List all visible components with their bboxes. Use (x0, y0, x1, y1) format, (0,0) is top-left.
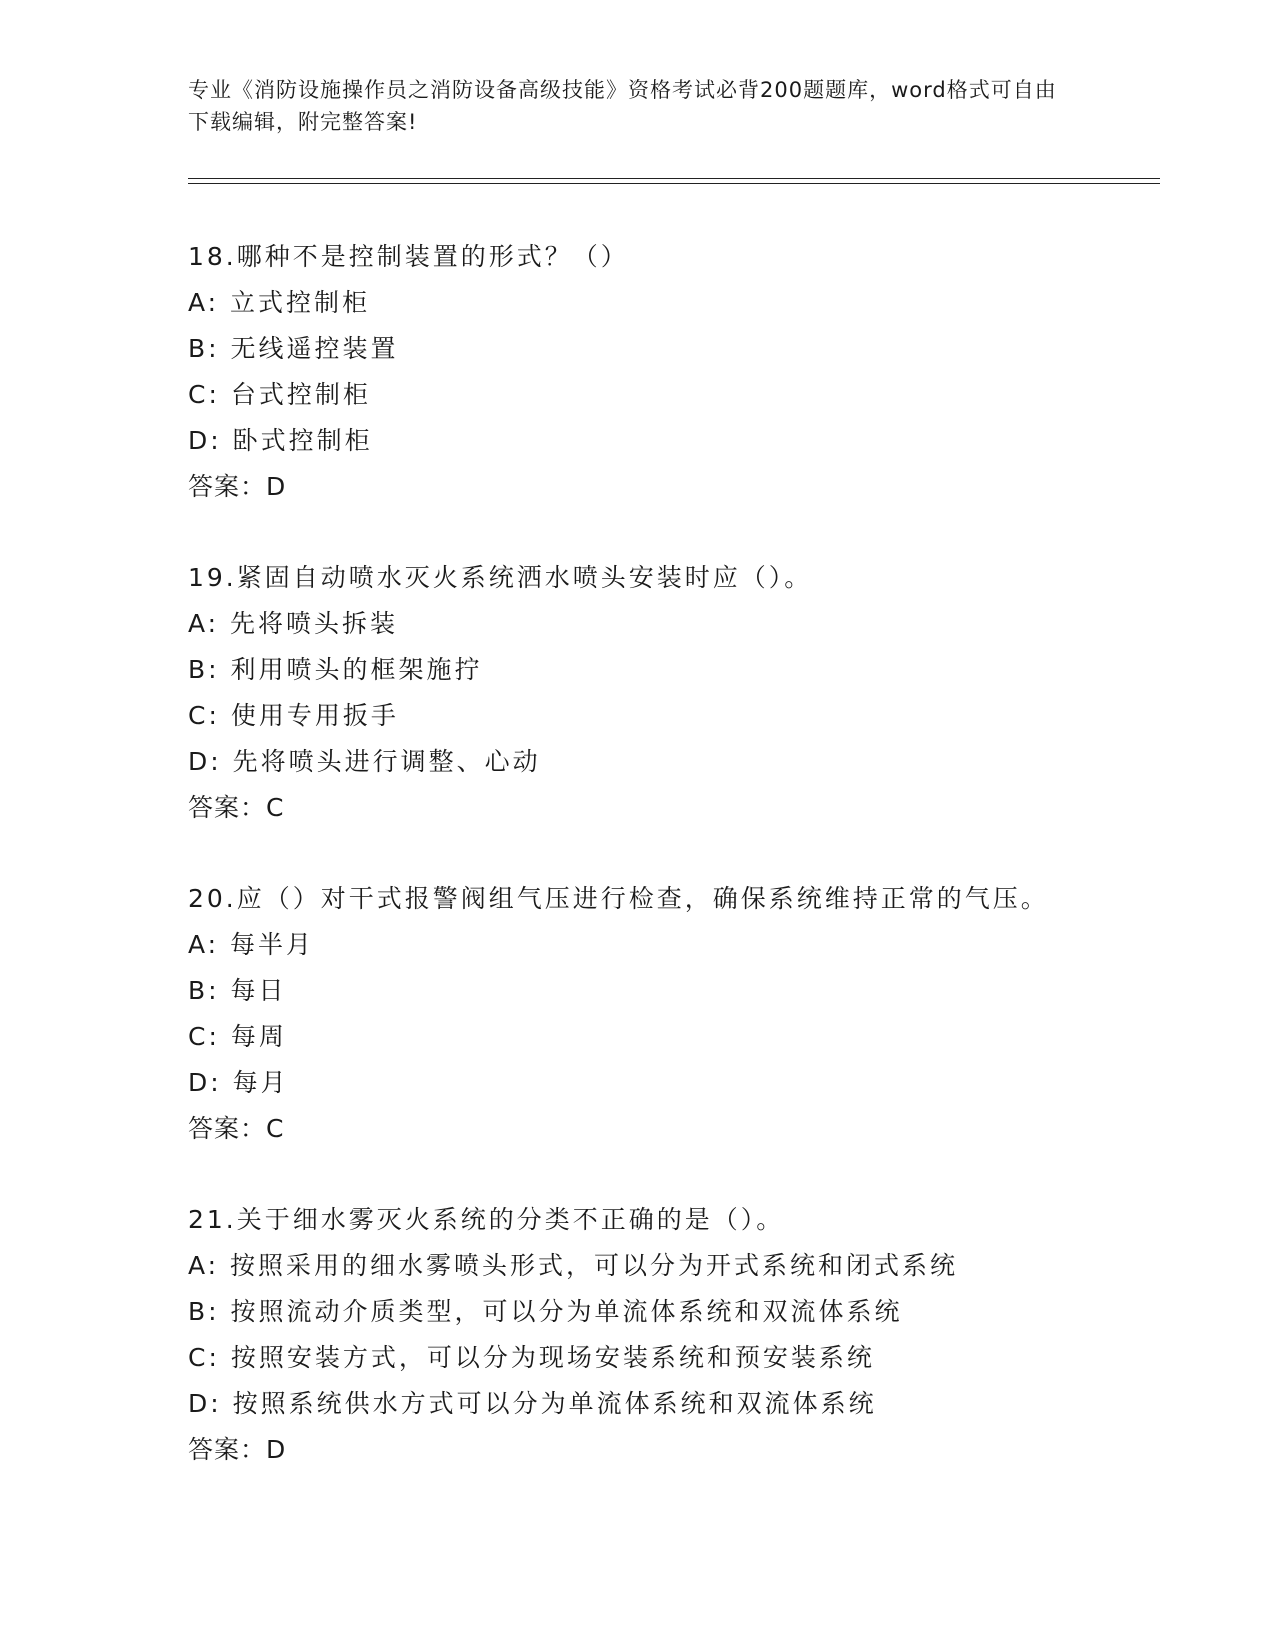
answer: 答案：D (188, 1435, 287, 1464)
question-19 (188, 555, 1188, 831)
answer: 答案：C (188, 1114, 285, 1143)
option-a: A: 先将喷头拆装 (188, 609, 399, 638)
option-c: C: 台式控制柜 (188, 380, 371, 409)
option-b: B: 按照流动介质类型，可以分为单流体系统和双流体系统 (188, 1297, 903, 1326)
option-d: D: 先将喷头进行调整、心动 (188, 747, 541, 776)
header-divider-bottom (188, 183, 1160, 184)
option-b: B: 无线遥控装置 (188, 334, 399, 363)
question-stem: 21.关于细水雾灭火系统的分类不正确的是（）。 (188, 1205, 785, 1234)
question-18 (188, 234, 1188, 510)
option-c: C: 按照安装方式，可以分为现场安装系统和预安装系统 (188, 1343, 875, 1372)
option-d: D: 卧式控制柜 (188, 426, 373, 455)
question-stem: 18.哪种不是控制装置的形式？（） (188, 242, 629, 271)
option-c: C: 使用专用扳手 (188, 701, 399, 730)
document-header (188, 74, 1068, 138)
option-d: D: 按照系统供水方式可以分为单流体系统和双流体系统 (188, 1389, 877, 1418)
question-stem: 20.应（）对干式报警阀组气压进行检查，确保系统维持正常的气压。 (188, 884, 1049, 913)
header-text: 专业《消防设施操作员之消防设备高级技能》资格考试必背200题题库，word格式可自由下载编辑，附完整答案! (188, 78, 1057, 134)
answer: 答案：D (188, 472, 287, 501)
header-divider-top (188, 178, 1160, 179)
option-c: C: 每周 (188, 1022, 287, 1051)
option-b: B: 利用喷头的框架施拧 (188, 655, 483, 684)
option-d: D: 每月 (188, 1068, 289, 1097)
question-stem: 19.紧固自动喷水灭火系统洒水喷头安装时应（）。 (188, 563, 813, 592)
option-a: A: 按照采用的细水雾喷头形式，可以分为开式系统和闭式系统 (188, 1251, 959, 1280)
question-21 (188, 1197, 1188, 1473)
option-b: B: 每日 (188, 976, 287, 1005)
answer: 答案：C (188, 793, 285, 822)
option-a: A: 每半月 (188, 930, 315, 959)
option-a: A: 立式控制柜 (188, 288, 371, 317)
question-20 (188, 876, 1188, 1152)
